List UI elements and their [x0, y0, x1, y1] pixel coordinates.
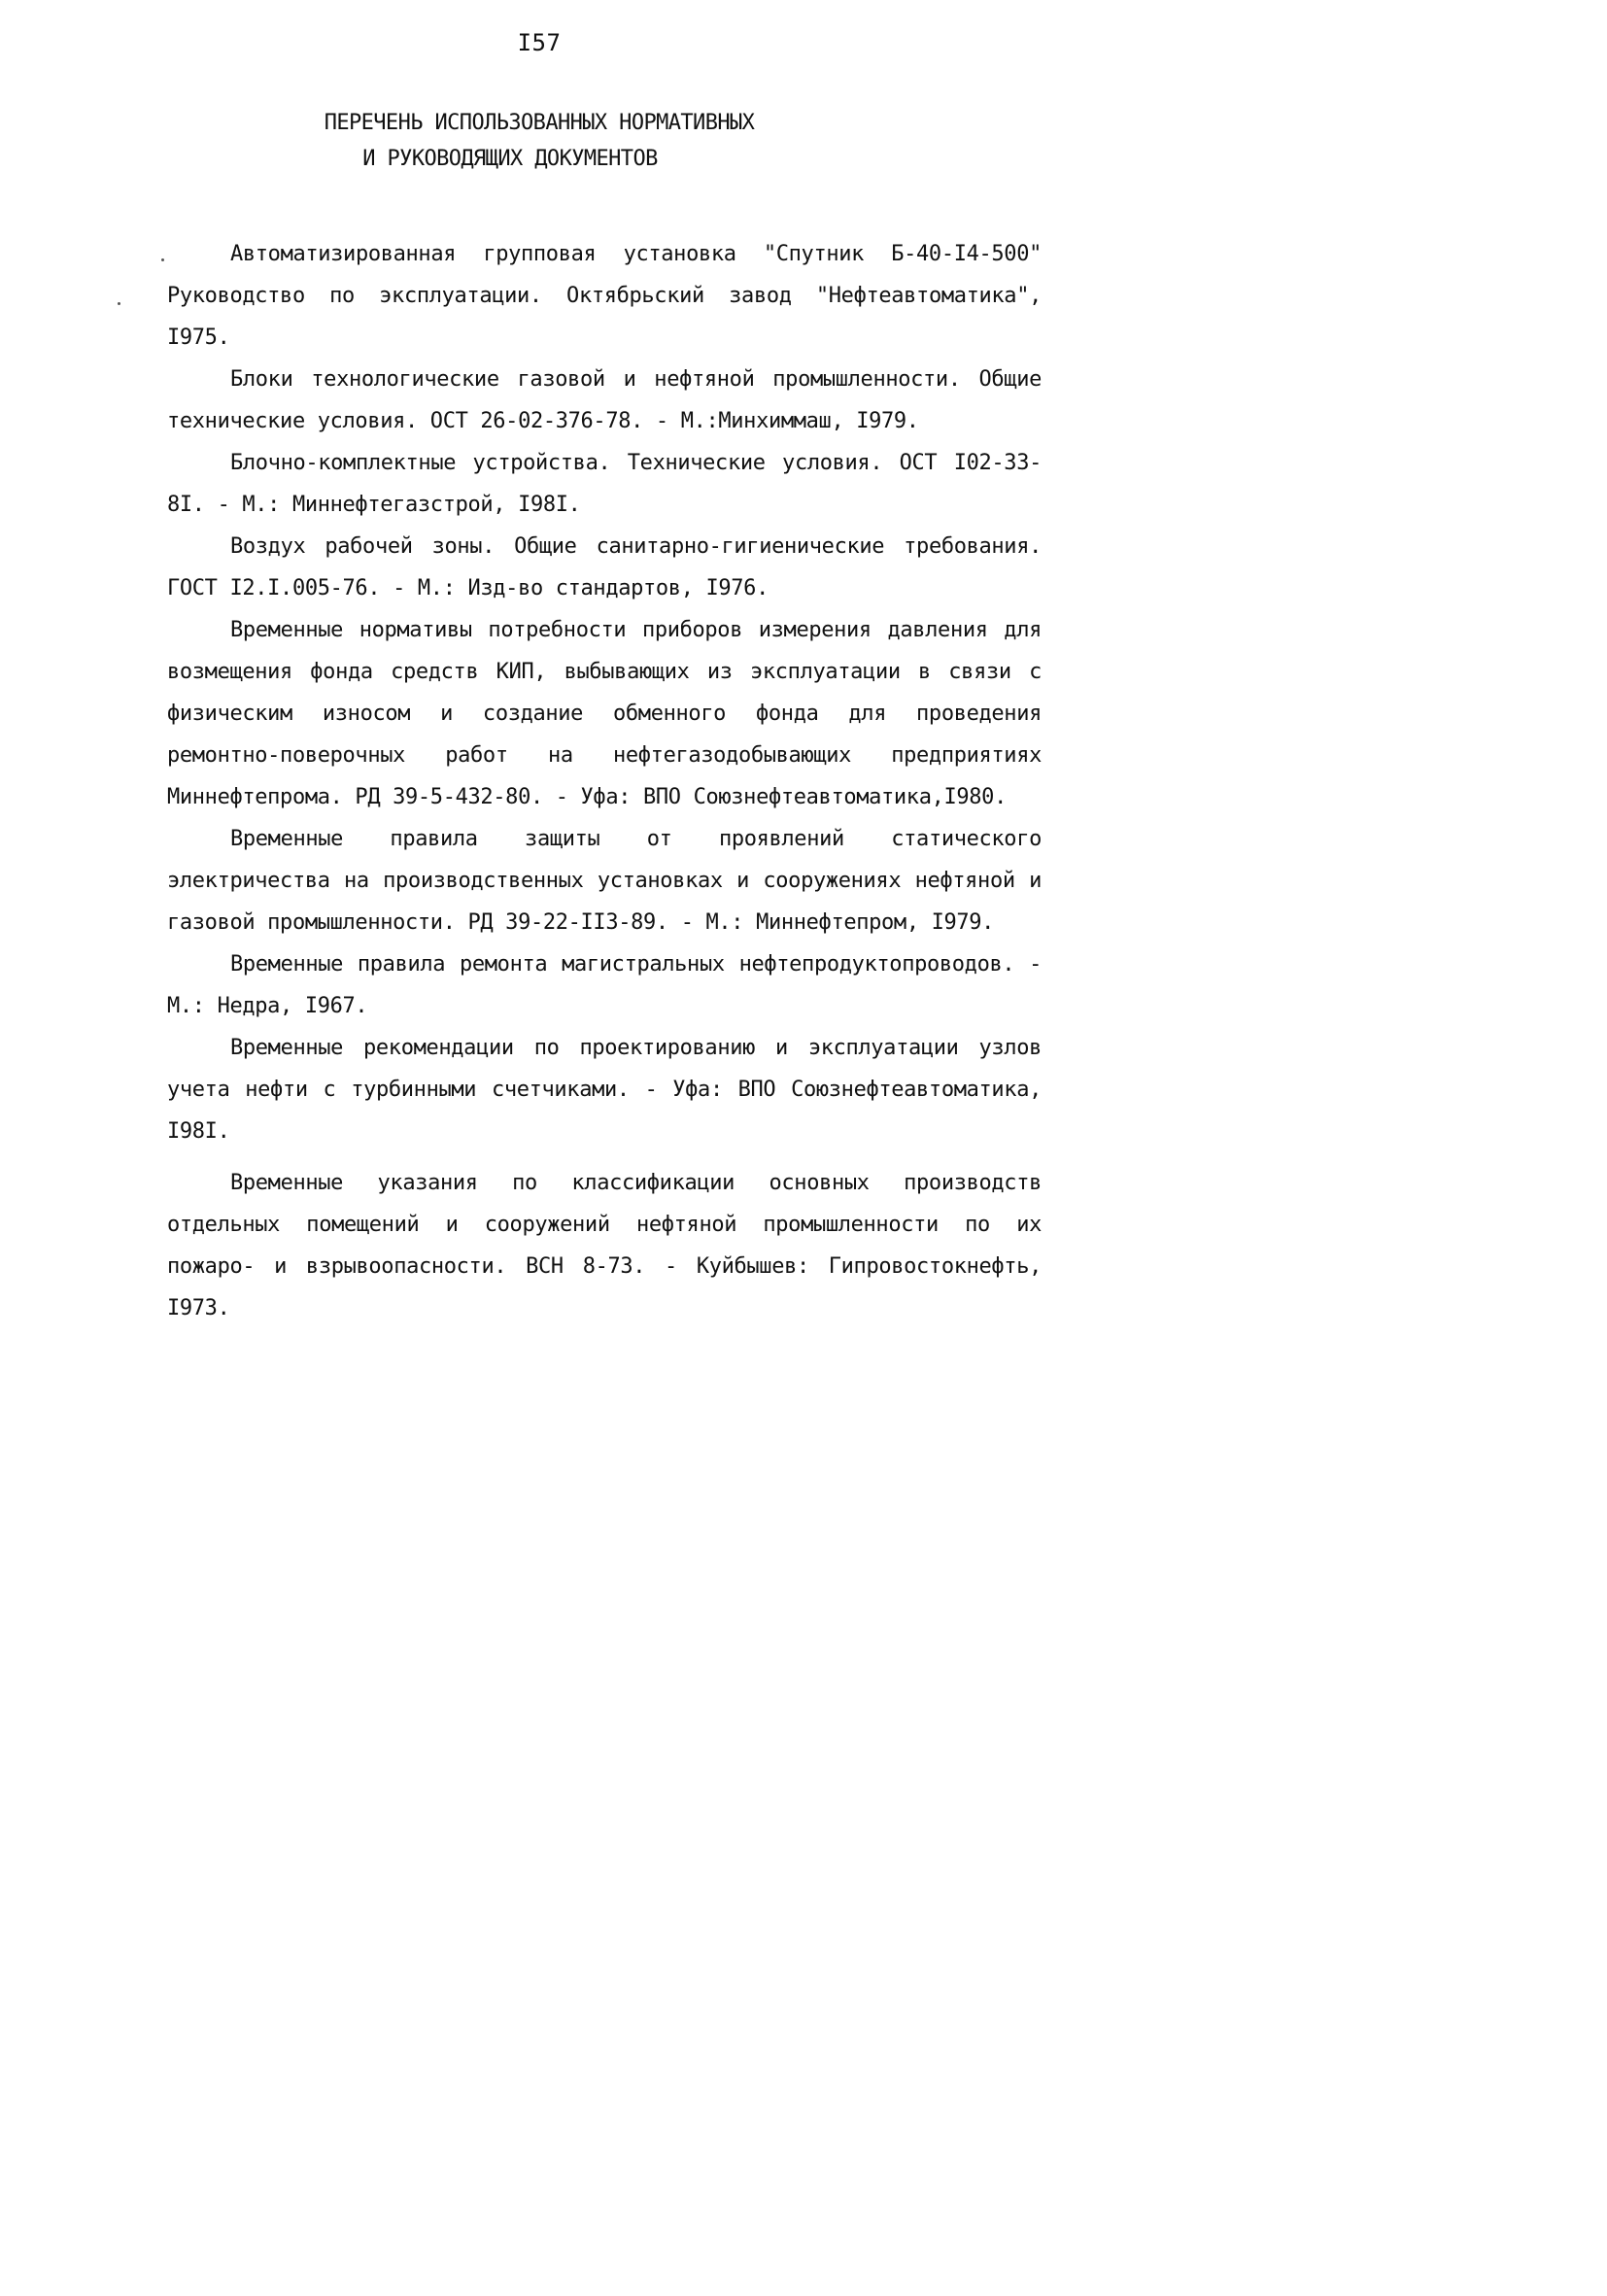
- scan-speck: [161, 258, 164, 261]
- title-line-2: И РУКОВОДЯЩИХ ДОКУМЕНТОВ: [362, 147, 658, 171]
- reference-entry: Временные правила защиты от проявлений статического электричества на производственных установках и сооружениях нефтяной и газовой промышленности. РД 39-22-II3-89. - М.: Миннефтепром, I979.: [167, 827, 1042, 935]
- reference-entry: Воздух рабочей зоны. Общие санитарно-гигиенические требования. ГОСТ I2.I.005-76. - М.: Изд-во стандартов, I976.: [167, 534, 1042, 600]
- document-page: [0, 0, 1078, 1525]
- document-title: [0, 105, 1078, 177]
- reference-entry: Блоки технологические газовой и нефтяной промышленности. Общие технические условия. ОСТ 26-02-376-78. - М.:Минхиммаш, I979.: [167, 367, 1042, 433]
- reference-entry: Временные нормативы потребности приборов измерения давления для возмещения фонда средств КИП, выбывающих из эксплуатации в связи с физическим износом и создание обменного фонда для проведения ремонтно-поверочных работ на нефтегазодобывающих предприятиях Миннефтепрома. РД 39-5-432-80. - Уфа: ВПО Союзнефтеавтоматика,I980.: [167, 618, 1042, 809]
- references-list: [167, 233, 1042, 1329]
- title-line-1: ПЕРЕЧЕНЬ ИСПОЛЬЗОВАННЫХ НОРМАТИВНЫХ: [324, 111, 755, 135]
- page-number: I57: [517, 29, 562, 56]
- scan-speck: [118, 302, 120, 305]
- reference-entry: Временные рекомендации по проектированию и эксплуатации узлов учета нефти с турбинными счетчиками. - Уфа: ВПО Союзнефтеавтоматика, I98I.: [167, 1036, 1042, 1144]
- reference-entry: Блочно-комплектные устройства. Технические условия. ОСТ I02-33-8I. - М.: Миннефтегазстрой, I98I.: [167, 451, 1042, 517]
- reference-entry: Автоматизированная групповая установка "Спутник Б-40-I4-500" Руководство по эксплуатации. Октябрьский завод "Нефтеавтоматика", I975.: [167, 242, 1042, 350]
- reference-entry: Временные правила ремонта магистральных нефтепродуктопроводов. - М.: Недра, I967.: [167, 952, 1042, 1018]
- reference-entry: Временные указания по классификации основных производств отдельных помещений и сооружений нефтяной промышленности по их пожаро- и взрывоопасности. ВСН 8-73. - Куйбышев: Гипровостокнефть, I973.: [167, 1171, 1042, 1320]
